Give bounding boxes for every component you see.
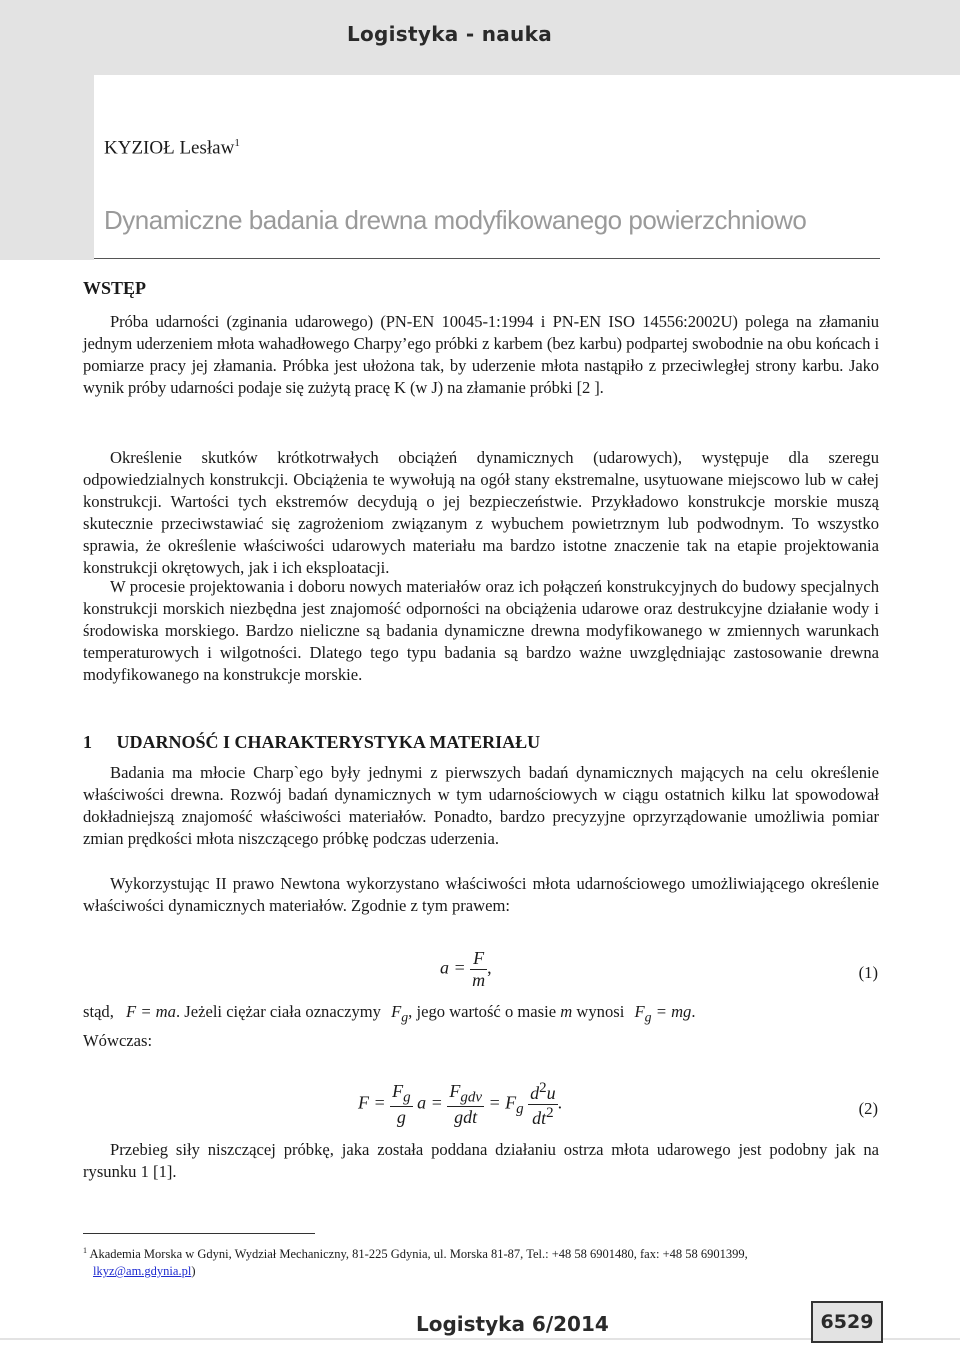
equation-line	[83, 1001, 879, 1028]
eq2-mid-2-sub: g	[516, 1101, 524, 1118]
eq2-f2-num-sub: gdv	[460, 1089, 482, 1106]
paragraph-3: W procesie projektowania i doboru nowych materiałów oraz ich połączeń konstrukcyjnych do budowy specjalnych konstrukcji morskich niezbędna jest znajomość odporności na obciążenia udarowe oraz destrukcyjne działanie wody i środowiska morskiego. Bardzo nieliczne są badania dynamiczne drewna modyfikowanego w zmiennych warunkach temperaturowych i wilgotności. Dlatego tego typu badania są bardzo ważne uwzględniając zastosowanie drewna modyfikowanego na konstrukcje morskie.	[83, 577, 879, 684]
page-number: 6529	[820, 1311, 874, 1333]
equation-2-number: (2)	[858, 1099, 878, 1118]
eq2-f3-num-var: u	[546, 1083, 556, 1103]
eq2-f3-num-sup: 2	[539, 1080, 547, 1096]
footer-journal: Logistyka 6/2014	[410, 1312, 615, 1336]
paragraph-5: Wykorzystując II prawo Newtona wykorzystano właściwości młota udarnościowego umożliwiającego określenie właściwości dynamicznych materiałów. Zgodnie z tym prawem:	[83, 874, 879, 915]
eq1-lhs: a =	[440, 957, 466, 978]
paragraph-2: Określenie skutków krótkotrwałych obciążeń dynamicznych (udarowych), występuje dla szeregu odpowiedzialnych konstrukcji. Obciążenia te wywołują na ogół stany ekstremalne, usytuowane miejscowo lub w całej konstrukcji. Wartości tych ekstremów decydują o jej bezpieczeństwie. Przykładowo konstrukcje morskie muszą skutecznie przeciwstawiać się zagrożeniom związanym z wybuchem powietrznym lub podwodnym. To wszystko sprawia, że określenie właściwości udarowych materiału ma bardzo istotne znaczenie tak na etapie projektowania konstrukcji okrętowych, jak i ich eksploatacji.	[83, 448, 879, 577]
footnote	[83, 1242, 863, 1280]
section-heading-1	[83, 732, 540, 753]
equation-2	[358, 1080, 562, 1129]
eq2-fraction-3	[528, 1080, 558, 1129]
eq2-f2-den: gdt	[454, 1107, 478, 1128]
line-expr-3: F	[634, 1002, 645, 1021]
eq1-fraction	[470, 948, 487, 991]
eq1-numerator: F	[470, 948, 487, 970]
journal-header: Logistyka - nauka	[346, 22, 552, 46]
eq1-denominator: m	[472, 970, 486, 990]
eq2-tail: .	[557, 1092, 563, 1113]
line-expr-2: F	[391, 1002, 402, 1021]
author-name	[104, 137, 240, 159]
wowczas-label: Wówczas:	[83, 1031, 153, 1050]
paragraph-1: Próba udarności (zginania udarowego) (PN-EN 10045-1:1994 i PN-EN ISO 14556:2002U) polega na złamaniu jednym uderzeniem młota wahadłowego Charpy’ego próbki z karbem (bez karbu) podpartej swobodnie na obu końcach i pomiarze pracy jej złamania. Próbka jest ułożona tak, by uderzenie młota nastąpiło z przeciwległej strony karbu. Jako wynik próby udarności podaje się zużytą pracę K (w J) na złamanie próbki [2 ].	[83, 312, 879, 397]
footnote-close: )	[191, 1264, 196, 1279]
header-band	[0, 0, 960, 75]
section-number: 1	[83, 732, 92, 752]
section-heading-intro: WSTĘP	[83, 278, 147, 298]
eq2-fraction-2	[447, 1081, 484, 1129]
eq2-f1-num-sub: g	[403, 1089, 411, 1106]
eq2-mid-1: a =	[417, 1092, 443, 1113]
article-title: Dynamiczne badania drewna modyfikowanego powierzchniowo	[104, 205, 807, 235]
author-footnote-mark: 1	[234, 137, 240, 149]
equation-1-number: (1)	[858, 963, 878, 982]
line-text-1: stąd,	[83, 1002, 114, 1021]
title-divider	[94, 258, 880, 259]
eq2-fraction-1	[390, 1081, 413, 1129]
line-mass-symbol: m	[560, 1002, 573, 1021]
line-expr-1: F = ma	[126, 1002, 176, 1021]
equation-1	[440, 948, 492, 991]
eq2-f3-den: dt	[532, 1108, 547, 1128]
title-side-bar	[0, 75, 94, 260]
author-text: KYZIOŁ Lesław	[104, 137, 235, 159]
eq2-mid-2: = F	[488, 1092, 517, 1113]
section-title: UDARNOŚĆ I CHARAKTERYSTYKA MATERIAŁU	[116, 732, 541, 752]
footnote-divider	[83, 1233, 315, 1234]
line-text-3b: wynosi	[576, 1002, 625, 1021]
eq2-lhs: F =	[358, 1092, 386, 1113]
line-expr-3-sub: g	[644, 1009, 652, 1025]
eq2-f3-num: d	[530, 1083, 540, 1103]
footnote-text: Akademia Morska w Gdyni, Wydział Mechaniczny, 81-225 Gdynia, ul. Morska 81-87, Tel.: +48 58 6901480, fax: +48 58 6901399,	[89, 1247, 748, 1262]
footnote-email-link[interactable]: lkyz@am.gdynia.pl	[93, 1264, 192, 1279]
eq2-f1-den: g	[396, 1107, 406, 1128]
eq1-tail: ,	[487, 957, 492, 978]
line-expr-3b: = mg	[655, 1002, 692, 1021]
eq2-f2-num: F	[449, 1080, 461, 1101]
eq2-f3-den-sup: 2	[546, 1105, 554, 1121]
eq2-f1-num: F	[392, 1080, 404, 1101]
paragraph-4: Badania ma młocie Charp`ego były jednymi z pierwszych badań dynamicznych mających na celu określenie właściwości drewna. Rozwój badań dynamicznych w tym udarnościowych w ciągu ostatnich kilku lat spowodował dokładniejszą znajomość właściwości materiałów. Ponadto, bardzo precyzyjne oprzyrządowanie umożliwia pomiar zmian prędkości młota niszczącego próbkę podczas uderzenia.	[83, 763, 879, 848]
line-text-3: , jego wartość o masie	[408, 1002, 557, 1021]
line-text-2: . Jeżeli ciężar ciała oznaczymy	[175, 1002, 381, 1021]
page-number-box	[811, 1301, 883, 1343]
line-text-4: .	[691, 1002, 696, 1021]
line-expr-2-sub: g	[401, 1009, 409, 1025]
paragraph-6: Przebieg siły niszczącej próbkę, jaka została poddana działaniu ostrza młota udarowego jest podobny jak na rysunku 1 [1].	[83, 1140, 879, 1181]
footnote-mark: 1	[83, 1246, 87, 1255]
